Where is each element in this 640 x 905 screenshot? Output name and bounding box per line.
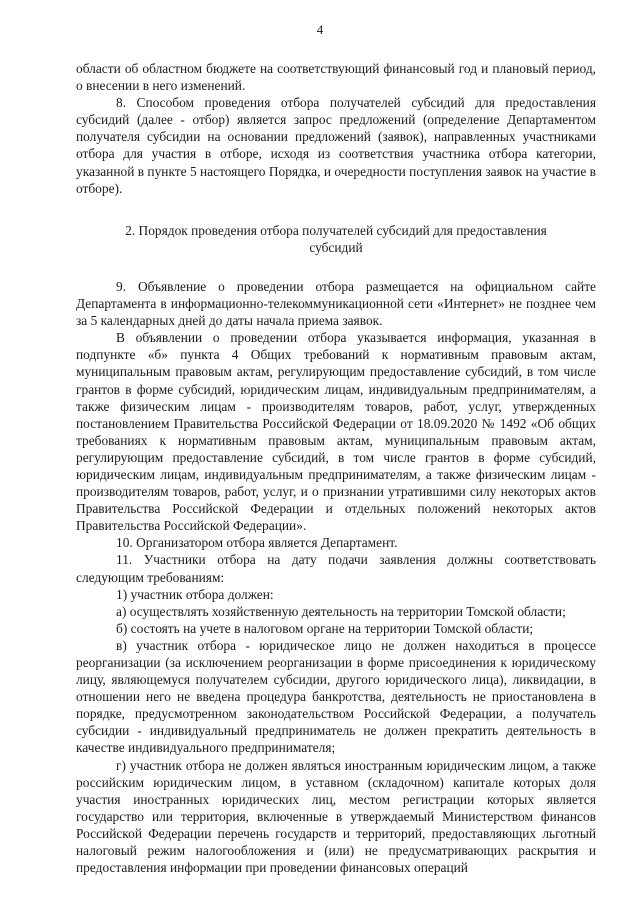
- section-heading-line-1: 2. Порядок проведения отбора получателей субсидий для предоставления: [125, 222, 547, 238]
- paragraph-11-item-b: б) состоять на учете в налоговом органе на территории Томской области;: [116, 620, 534, 636]
- paragraph-8: 8. Способом проведения отбора получателей субсидий для предоставления субсидий (далее - отбор) является запрос предложений (определение Департаментом получателя субсидии на основании предложений (заявок), направленных участниками отбора для участия в отборе, исходя из соответствия участника отбора категории, указанной в пункте 5 настоящего Порядка, и очередности поступления заявок на участие в отборе).: [76, 95, 596, 196]
- page-number: 4: [316, 22, 324, 37]
- document-body: [76, 60, 596, 876]
- paragraph-9: 9. Объявление о проведении отбора размещается на официальном сайте Департамента в информационно-телекоммуникационной сети «Интернет» не позднее чем за 5 календарных дней до даты начала приема заявок.: [76, 278, 596, 329]
- paragraph-11-item-v: в) участник отбора - юридическое лицо не должен находиться в процессе реорганизации (за исключением реорганизации в форме присоединения к юридическому лицу, являющемуся получателем субсидии, другого юридического лица), ликвидации, в отношении него не введена процедура банкротства, деятельность не приостановлена в порядке, предусмотренном законодательством Российской Федерации, а получатель субсидии - индивидуальный предприниматель не должен прекратить деятельность в качестве индивидуального предпринимателя;: [76, 637, 596, 756]
- paragraph-11-item-1: 1) участник отбора должен:: [116, 586, 274, 602]
- paragraph-10: 10. Организатором отбора является Департамент.: [116, 535, 398, 551]
- paragraph-announcement-info: В объявлении о проведении отбора указывается информация, указанная в подпункте «б» пункта 4 Общих требований к нормативным правовым актам, муниципальным правовым актам, регулирующим предоставление субсидий, в том числе грантов в форме субсидий, юридическим лицам, индивидуальным предпринимателям, а также физическим лицам - производителям товаров, работ, услуг, утвержденных постановлением Правительства Российской Федерации от 18.09.2020 № 1492 «Об общих требованиях к нормативным правовым актам, муниципальным правовым актам, регулирующим предоставление субсидий, в том числе грантов в форме субсидий, юридическим лицам, индивидуальным предпринимателям, а также физическим лицам - производителям товаров, работ, услуг, и о признании утратившими силу некоторых актов Правительства Российской Федерации и отдельных положений некоторых актов Правительства Российской Федерации».: [76, 330, 596, 534]
- section-heading: [76, 222, 596, 256]
- paragraph-11: 11. Участники отбора на дату подачи заявления должны соответствовать следующим требованиям:: [76, 552, 596, 585]
- paragraph-11-item-g: г) участник отбора не должен являться иностранным юридическим лицом, а также российским юридическим лицом, в уставном (складочном) капитале которых доля участия иностранных юридических лиц, местом регистрации которых является государство или территория, включенные в утверждаемый Министерством финансов Российской Федерации перечень государств и территорий, предоставляющих льготный налоговый режим налогообложения и (или) не предусматривающих раскрытия и предоставления информации при проведении финансовых операций: [76, 757, 596, 876]
- paragraph-11-item-a: а) осуществлять хозяйственную деятельность на территории Томской области;: [116, 603, 566, 619]
- paragraph-continuation: области об областном бюджете на соответствующий финансовый год и плановый период, о внесении в него изменений.: [76, 61, 596, 94]
- section-heading-line-2: субсидий: [309, 239, 363, 255]
